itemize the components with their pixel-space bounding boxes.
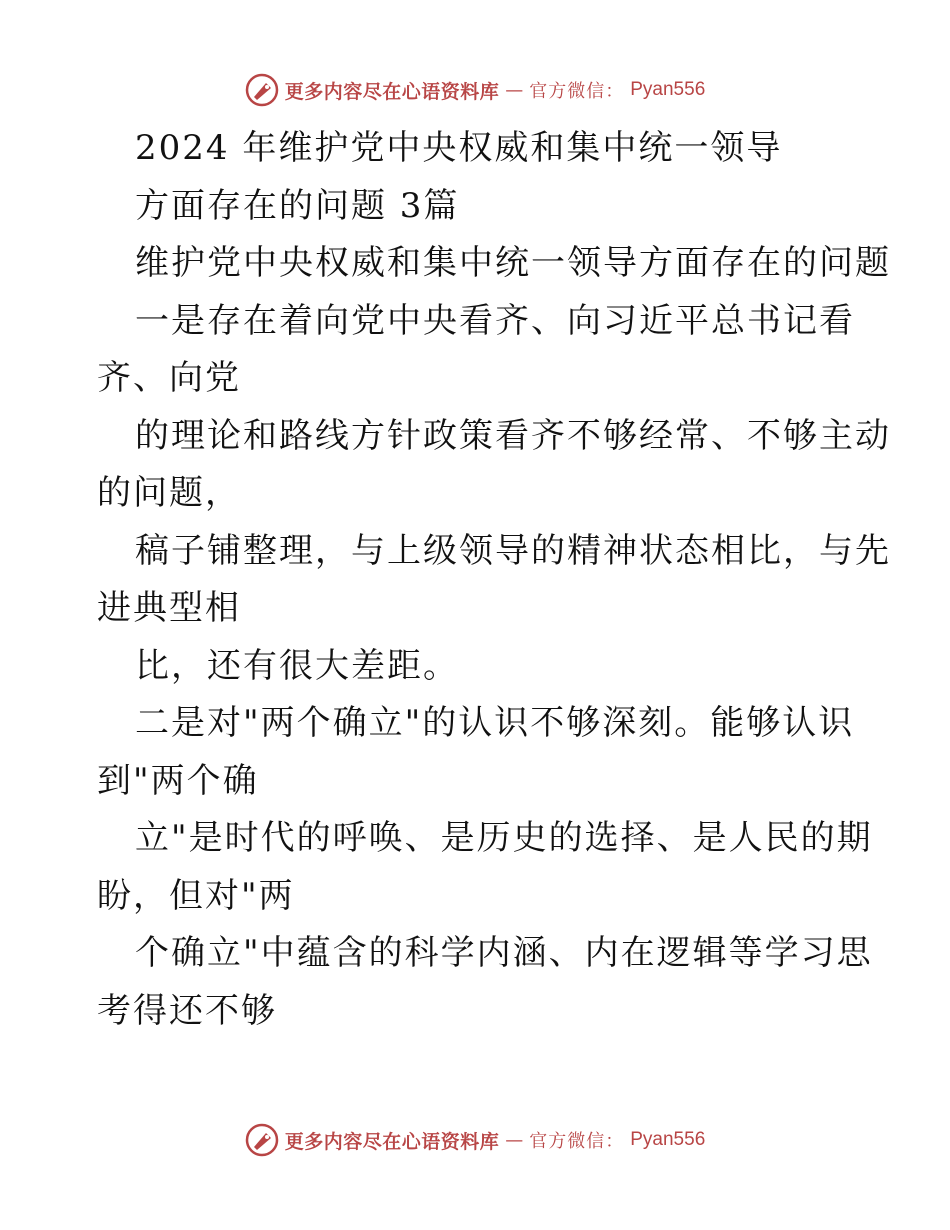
doc-line: 方面存在的问题 3篇 <box>135 185 460 226</box>
banner-dash: — <box>505 79 524 101</box>
doc-line: 个确立"中蕴含的科学内涵、内在逻辑等学习思 <box>135 933 873 973</box>
doc-line: 的问题， <box>97 473 241 513</box>
banner-dash: — <box>505 1129 524 1151</box>
wechat-label: 官方微信： <box>529 1131 625 1152</box>
doc-line: 考得还不够 <box>97 990 277 1031</box>
wechat-label: 官方微信： <box>529 81 625 102</box>
doc-line: 一是存在着向党中央看齐、向习近平总书记看 <box>135 300 855 341</box>
pen-nib-logo-icon <box>245 73 279 107</box>
doc-line: 维护党中央权威和集中统一领导方面存在的问题 <box>135 243 891 283</box>
doc-line: 比，还有很大差距。 <box>135 645 459 686</box>
doc-line: 齐、向党 <box>97 358 241 398</box>
doc-line: 立"是时代的呼唤、是历史的选择、是人民的期 <box>135 818 873 858</box>
doc-line: 二是对"两个确立"的认识不够深刻。能够认识 <box>135 703 855 743</box>
wechat-id: Pyan556 <box>630 79 706 100</box>
banner-text: 更多内容尽在心语资料库 <box>284 80 500 103</box>
document-body <box>97 120 891 1040</box>
banner-text: 更多内容尽在心语资料库 <box>284 1130 500 1153</box>
doc-line: 稿子铺整理，与上级领导的精神状态相比，与先 <box>135 530 891 571</box>
doc-line: 进典型相 <box>97 588 241 628</box>
doc-line: 盼，但对"两 <box>97 875 295 916</box>
doc-line: 的理论和路线方针政策看齐不够经常、不够主动 <box>135 415 891 456</box>
footer-banner <box>0 1120 950 1160</box>
doc-line: 2024 年维护党中央权威和集中统一领导 <box>135 128 783 168</box>
doc-line: 到"两个确 <box>97 760 259 801</box>
wechat-id: Pyan556 <box>630 1129 706 1150</box>
pen-nib-logo-icon <box>245 1123 279 1157</box>
header-banner <box>0 70 950 110</box>
